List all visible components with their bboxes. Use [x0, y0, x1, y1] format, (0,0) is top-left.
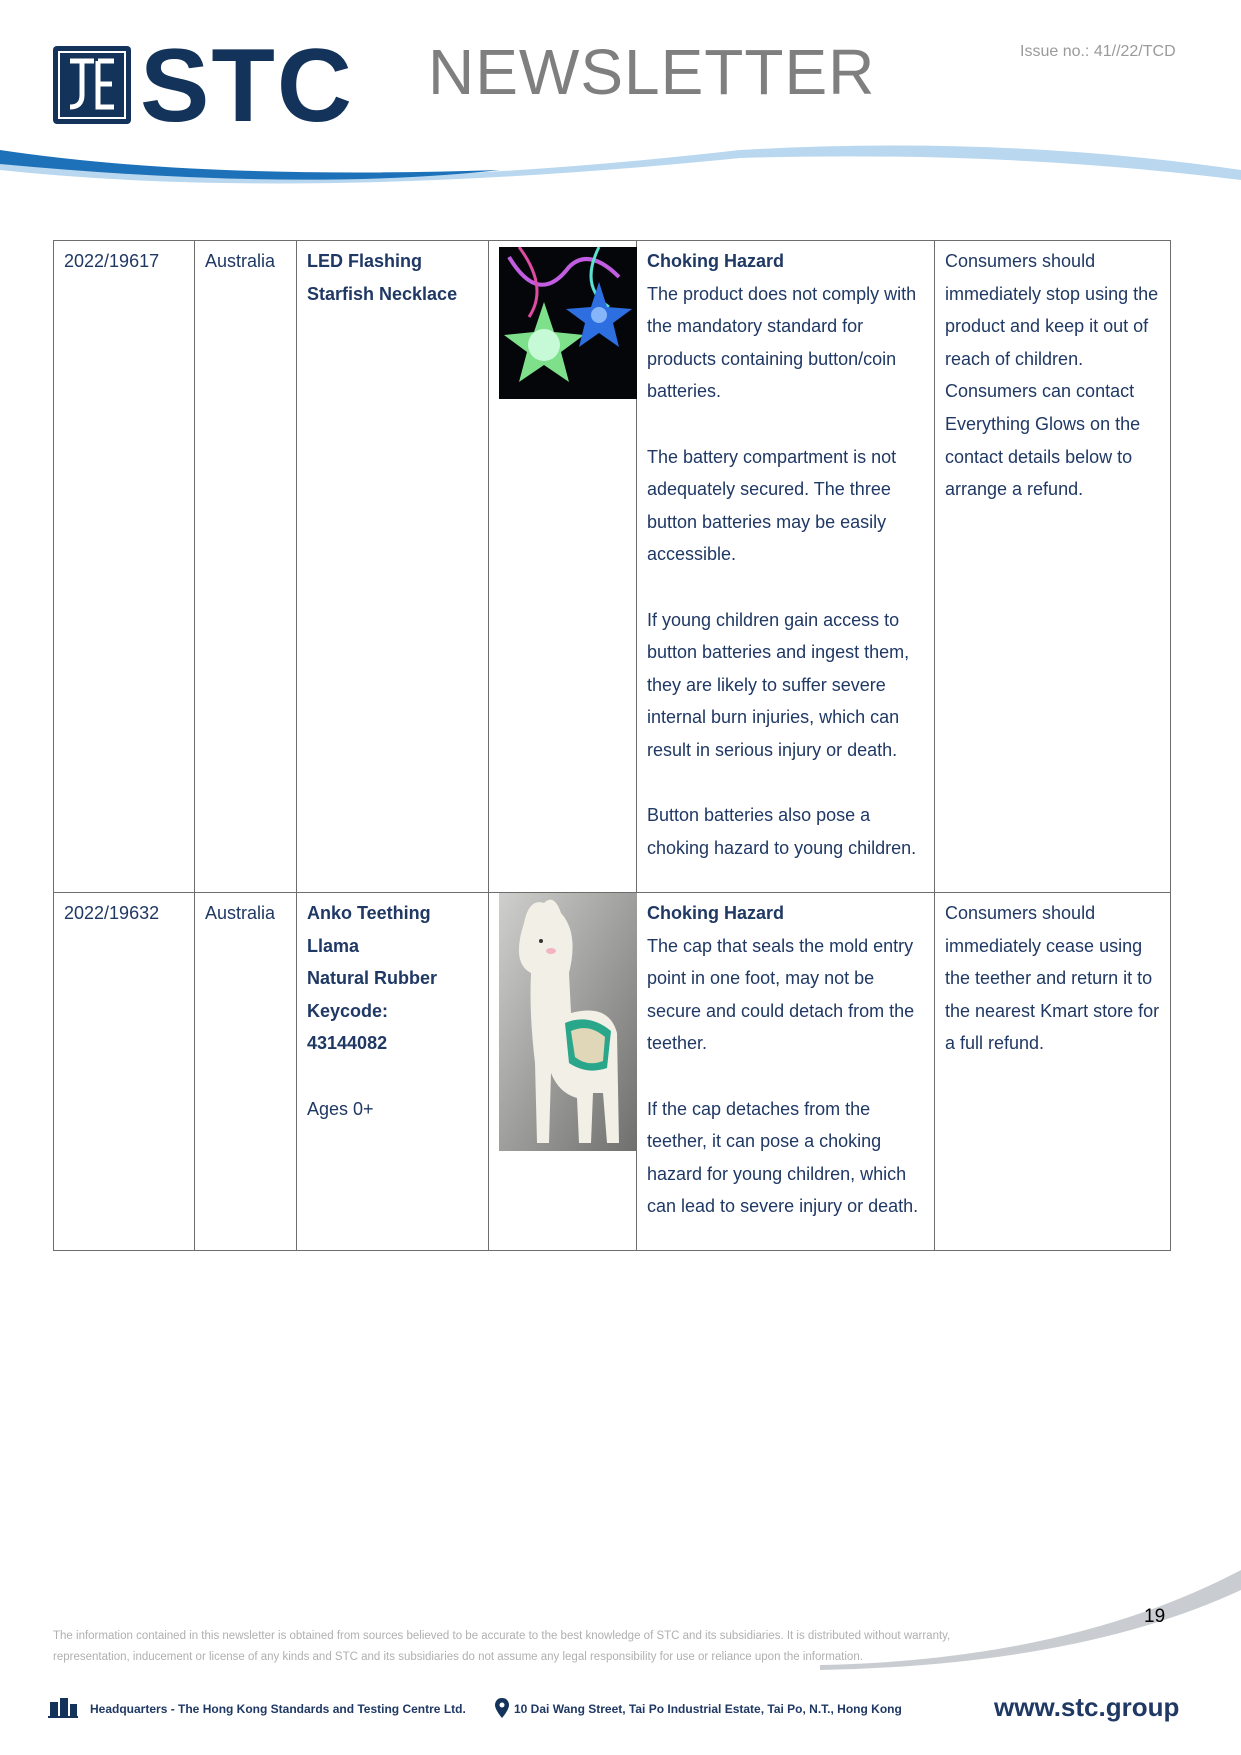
stc-logo-text: STC [140, 28, 354, 144]
hazard-paragraph: If the cap detaches from the teether, it can pose a choking hazard for young children, which can lead to severe injury or death. [647, 1098, 919, 1217]
hazard-title: Choking Hazard [647, 251, 785, 271]
product-cell [297, 893, 489, 1251]
action-text: Consumers should immediately cease using the teether and return it to the nearest Kmart store for a full refund. [945, 903, 1160, 1054]
table-row [54, 241, 1171, 893]
hazard-cell [637, 893, 935, 1251]
product-age: Ages 0+ [307, 1098, 374, 1119]
product-name-line: Keycode: [307, 1000, 389, 1021]
hazard-paragraph: Button batteries also pose a choking hazard to young children. [647, 805, 917, 858]
website-link[interactable]: www.stc.group [994, 1692, 1180, 1722]
action-text: Consumers should immediately stop using the product and keep it out of reach of children. Consumers can contact Everything Glows on the contact details below to arrange a refund. [945, 251, 1159, 500]
action-cell [935, 241, 1171, 893]
hazard-paragraph: If young children gain access to button batteries and ingest them, they are likely to suffer severe internal burn injuries, which can result in serious injury or death. [647, 609, 910, 760]
image-cell [489, 241, 637, 893]
product-name-line: LED Flashing [307, 251, 423, 271]
location-pin-icon [495, 1698, 509, 1718]
country-cell [195, 241, 297, 893]
image-cell [489, 893, 637, 1251]
product-name-line: Starfish Necklace [307, 283, 458, 304]
building-icon [48, 1696, 78, 1718]
disclaimer: The information contained in this newsletter is obtained from sources believed to be accurate to the best knowledge of STC and its subsidiaries. It is distributed without warranty, representation, inducement or license of any kinds and STC and its subsidiaries do not assume any legal responsibility for use or reliance upon the information. [53, 1630, 951, 1663]
country: Australia [205, 251, 276, 271]
reference-cell [54, 893, 195, 1251]
address-text: 10 Dai Wang Street, Tai Po Industrial Estate, Tai Po, N.T., Hong Kong [514, 1702, 902, 1716]
hazard-paragraph: The battery compartment is not adequately secured. The three button batteries may be easily accessible. [647, 446, 897, 565]
country: Australia [205, 903, 276, 923]
issue-number: Issue no.: 41//22/TCD [1020, 43, 1176, 60]
headquarters-text: Headquarters - The Hong Kong Standards and Testing Centre Ltd. [90, 1702, 466, 1716]
product-name-line: Llama [307, 935, 360, 956]
reference-number: 2022/19617 [64, 251, 160, 271]
country-cell [195, 893, 297, 1251]
product-name-line: Anko Teething [307, 903, 431, 923]
page-number: 19 [1144, 1606, 1166, 1627]
reference-cell [54, 241, 195, 893]
starfish-necklace-photo-icon [499, 247, 637, 399]
action-cell [935, 893, 1171, 1251]
llama-teether-photo-icon [499, 893, 637, 1151]
table-row [54, 893, 1171, 1251]
recall-table [53, 240, 1171, 1251]
stc-logo-mark-icon [52, 45, 132, 125]
product-name-line: Natural Rubber [307, 968, 438, 989]
header-swoosh-icon [0, 140, 1241, 200]
product-name-line: 43144082 [307, 1033, 388, 1054]
product-cell [297, 241, 489, 893]
hazard-paragraph: The cap that seals the mold entry point in one foot, may not be secure and could detach from the teether. [647, 935, 915, 1054]
reference-number: 2022/19632 [64, 903, 160, 923]
hazard-paragraph: The product does not comply with the mandatory standard for products containing button/coin batteries. [647, 283, 917, 402]
hazard-title: Choking Hazard [647, 903, 785, 923]
hazard-cell [637, 241, 935, 893]
newsletter-title: NEWSLETTER [428, 36, 876, 108]
